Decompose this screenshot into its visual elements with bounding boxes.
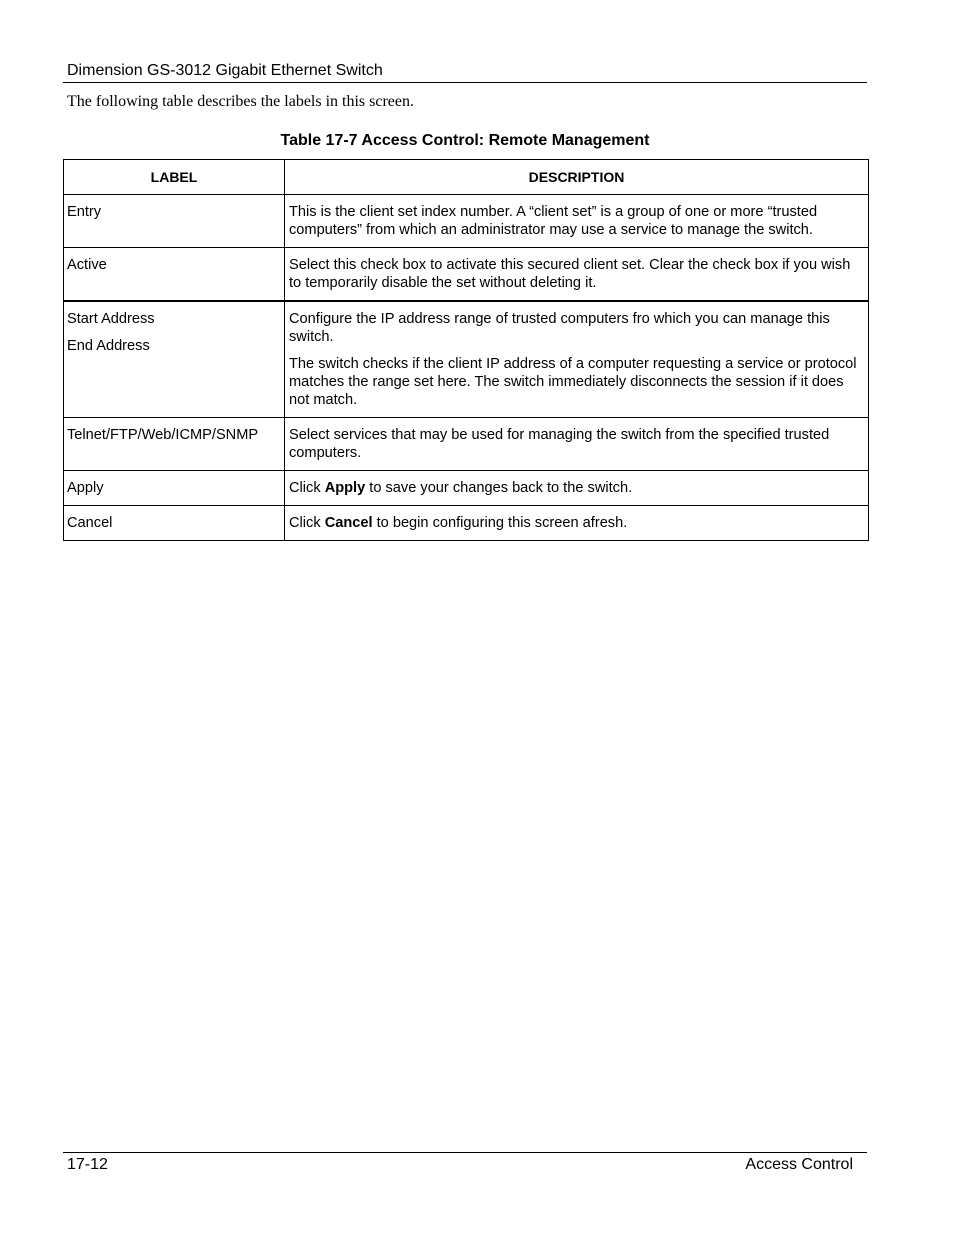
chapter-title: Access Control bbox=[745, 1156, 853, 1173]
footer-rule bbox=[63, 1152, 867, 1153]
table-row bbox=[64, 471, 869, 506]
row-label: Cancel bbox=[64, 506, 285, 541]
row-label: Apply bbox=[64, 471, 285, 506]
row-description: Select services that may be used for managing the switch from the specified trusted computers. bbox=[285, 418, 869, 471]
row-label-cell bbox=[64, 301, 285, 418]
row-description: The switch checks if the client IP address of a computer requesting a service or protocol matches the range set here. The switch immediately disconnects the session if it does not match. bbox=[289, 356, 857, 408]
description-text: Click bbox=[289, 515, 325, 531]
row-description-cell bbox=[285, 301, 869, 418]
description-text: Click bbox=[289, 480, 325, 496]
label-description-table bbox=[63, 159, 869, 541]
row-label: Telnet/FTP/Web/ICMP/SNMP bbox=[64, 418, 285, 471]
row-label: Start Address bbox=[67, 311, 155, 327]
description-bold-term: Apply bbox=[324, 480, 366, 496]
row-description bbox=[285, 506, 869, 541]
row-description: This is the client set index number. A “client set” is a group of one or more “trusted computers” from which an administrator may use a service to manage the switch. bbox=[285, 195, 869, 248]
table-row bbox=[64, 248, 869, 302]
intro-text: The following table describes the labels in this screen. bbox=[67, 93, 415, 110]
description-text: to begin configuring this screen afresh. bbox=[372, 515, 628, 531]
row-description: Configure the IP address range of trusted computers fro which you can manage this switch. bbox=[289, 311, 830, 345]
description-bold-term: Cancel bbox=[324, 515, 373, 531]
running-header: Dimension GS-3012 Gigabit Ethernet Switch bbox=[67, 62, 383, 79]
table-row bbox=[64, 506, 869, 541]
column-header-label: LABEL bbox=[64, 160, 285, 195]
page-number: 17-12 bbox=[67, 1156, 108, 1173]
table-row bbox=[64, 195, 869, 248]
table-row bbox=[64, 301, 869, 418]
row-label: End Address bbox=[67, 338, 150, 354]
row-label: Active bbox=[64, 248, 285, 302]
column-header-description: DESCRIPTION bbox=[285, 160, 869, 195]
table-header-row bbox=[64, 160, 869, 195]
row-description: Select this check box to activate this secured client set. Clear the check box if you wish to temporarily disable the set without deleting it. bbox=[285, 248, 869, 302]
header-rule bbox=[63, 82, 867, 83]
table-row bbox=[64, 418, 869, 471]
row-label: Entry bbox=[64, 195, 285, 248]
table-caption: Table 17-7 Access Control: Remote Management bbox=[280, 132, 650, 149]
row-description bbox=[285, 471, 869, 506]
description-text: to save your changes back to the switch. bbox=[365, 480, 633, 496]
